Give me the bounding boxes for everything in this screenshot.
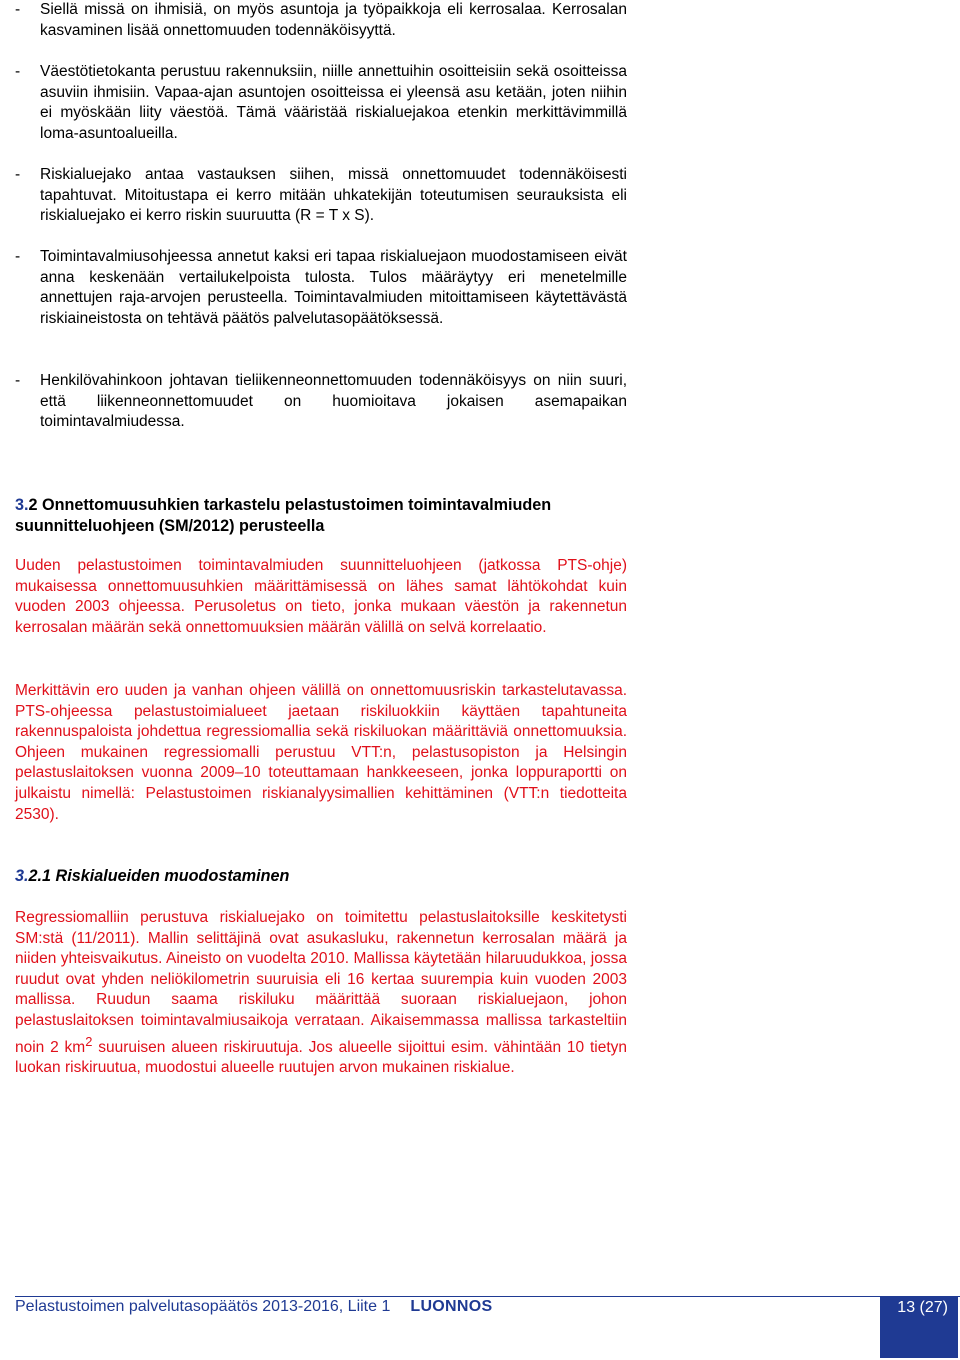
section-number-suffix: 2 (28, 496, 38, 514)
bullet-item (15, 247, 627, 329)
paragraph: Merkittävin ero uuden ja vanhan ohjeen välillä on onnettomuusriskin tarkastelutavassa. PTS-ohjeessa pelastustoimialueet jaetaan riskiluokkiin käyttäen tapahtuneita rakennuspaloista johdettua regressiomallia sekä riskiluokan määrittäviä onnettomuuksia. Ohjeen mukainen regressiomalli perustuu VTT:n, pelastusopiston ja Helsingin pelastuslaitoksen vuonna 2009–10 toteuttamaan hankkeeseen, jonka loppuraportti on julkaistu nimellä: Pelastustoimen riskianalyysimallien kehittäminen (VTT:n tiedotteita 2530). (15, 682, 627, 823)
paragraph-text: Regressiomalliin perustuva riskialuejako on toimitettu pelastuslaitoksille keskitetysti SM:stä (11/2011). Mallin selittäjinä ovat asukasluku, rakennetun kerrosalan määrä ja niiden yhteisvaikutus. Aineisto on vuodelta 2010. Mallissa käytetään hilaruudukkoa, jossa ruudut ovat yhden neliökilometrin suuruisia eli 16 kertaa suurempia kuin vuoden 2003 mallissa. Ruudun saama riskiluku määrittää suoraan riskialuejaon, johon pelastuslaitoksen toimintavalmiusaikoja verrataan. Aikaisemmassa mallissa tarkasteltiin noin 2 km (15, 909, 627, 1056)
section-title: Riskialueiden muodostaminen (51, 867, 290, 885)
bullet-text: Henkilövahinkoon johtavan tieliikenneonnettomuuden todennäköisyys on niin suuri, että liikenneonnettomuudet on huomioitava jokaisen asemapaikan toimintavalmiudessa. (40, 372, 627, 431)
bullet-text: Siellä missä on ihmisiä, on myös asuntoja ja työpaikkoja eli kerrosalaa. Kerrosalan kasvaminen lisää onnettomuuden todennäköisyyttä. (40, 1, 627, 39)
bullet-text: Toimintavalmiusohjeessa annetut kaksi eri tapaa riskialuejaon muodostamiseen eivät anna keskenään vertailukelpoista tulosta. Tulos määräytyy eri menetelmille annettujen raja-arvojen perusteella. Toimintavalmiuden mitoittamiseen käytettävästä riskiaineistosta on tehtävä päätös palvelutasopäätöksessä. (40, 248, 627, 327)
bullet-dash: - (15, 166, 21, 183)
bullet-item (15, 62, 627, 144)
superscript: 2 (85, 1033, 93, 1049)
paragraph (15, 908, 627, 1079)
bullet-dash: - (15, 63, 21, 80)
section-heading-3-2 (15, 495, 627, 537)
bullet-item (15, 371, 627, 433)
paragraph: Uuden pelastustoimen toimintavalmiuden suunnitteluohjeen (jatkossa PTS-ohje) mukaisessa onnettomuusuhkien määrittämisessä on lähes samat lähtökohdat kuin vuoden 2003 ohjeessa. Perusoletus on tieto, jonka mukaan väestön ja rakennetun kerrosalan määrän sekä onnettomuuksien määrän välillä on selvä korrelaatio. (15, 557, 627, 636)
bullet-dash: - (15, 372, 21, 389)
section-number-prefix: 3. (15, 496, 29, 514)
section-title: Onnettomuusuhkien tarkastelu pelastustoimen toimintavalmiuden suunnitteluohjeen (SM/2012) perusteella (15, 496, 552, 535)
page-number-box (880, 1296, 958, 1358)
footer-document-title: Pelastustoimen palvelutasopäätös 2013-2016, Liite 1 (15, 1298, 391, 1315)
section-heading-3-2-1 (15, 866, 627, 887)
paragraph-text: suuruisen alueen riskiruutuja. Jos alueelle sijoittui esim. vähintään 10 tietyn luokan riskiruutua, muodostui alueelle ruutujen arvon mukainen riskialue. (15, 1038, 627, 1077)
section-number-prefix: 3. (15, 867, 29, 885)
bullet-dash: - (15, 248, 21, 265)
section-number-suffix: 2.1 (28, 867, 52, 885)
footer-draft-label: LUONNOS (410, 1298, 493, 1315)
bullet-text: Väestötietokanta perustuu rakennuksiin, niille annettuihin osoitteisiin sekä osoitteissa asuviin ihmisiin. Vapaa-ajan asuntojen osoitteissa ei yleensä asu ketään, joten niihin ei myöskään liity väestöä. Tämä vääristää riskialuejakoa etenkin merkittävimmillä loma-asuntoalueilla. (40, 63, 627, 142)
page-number: 13 (27) (897, 1299, 948, 1316)
bullet-dash: - (15, 1, 21, 18)
bullet-item (15, 0, 627, 41)
footer-title (15, 1297, 492, 1317)
bullet-text: Riskialuejako antaa vastauksen siihen, missä onnettomuudet todennäköisesti tapahtuvat. Mitoitustapa ei kerro mitään uhkatekijän toteutumisen seurauksista eli riskialuejako ei kerro riskin suuruutta (R = T x S). (40, 166, 627, 225)
bullet-item (15, 165, 627, 227)
